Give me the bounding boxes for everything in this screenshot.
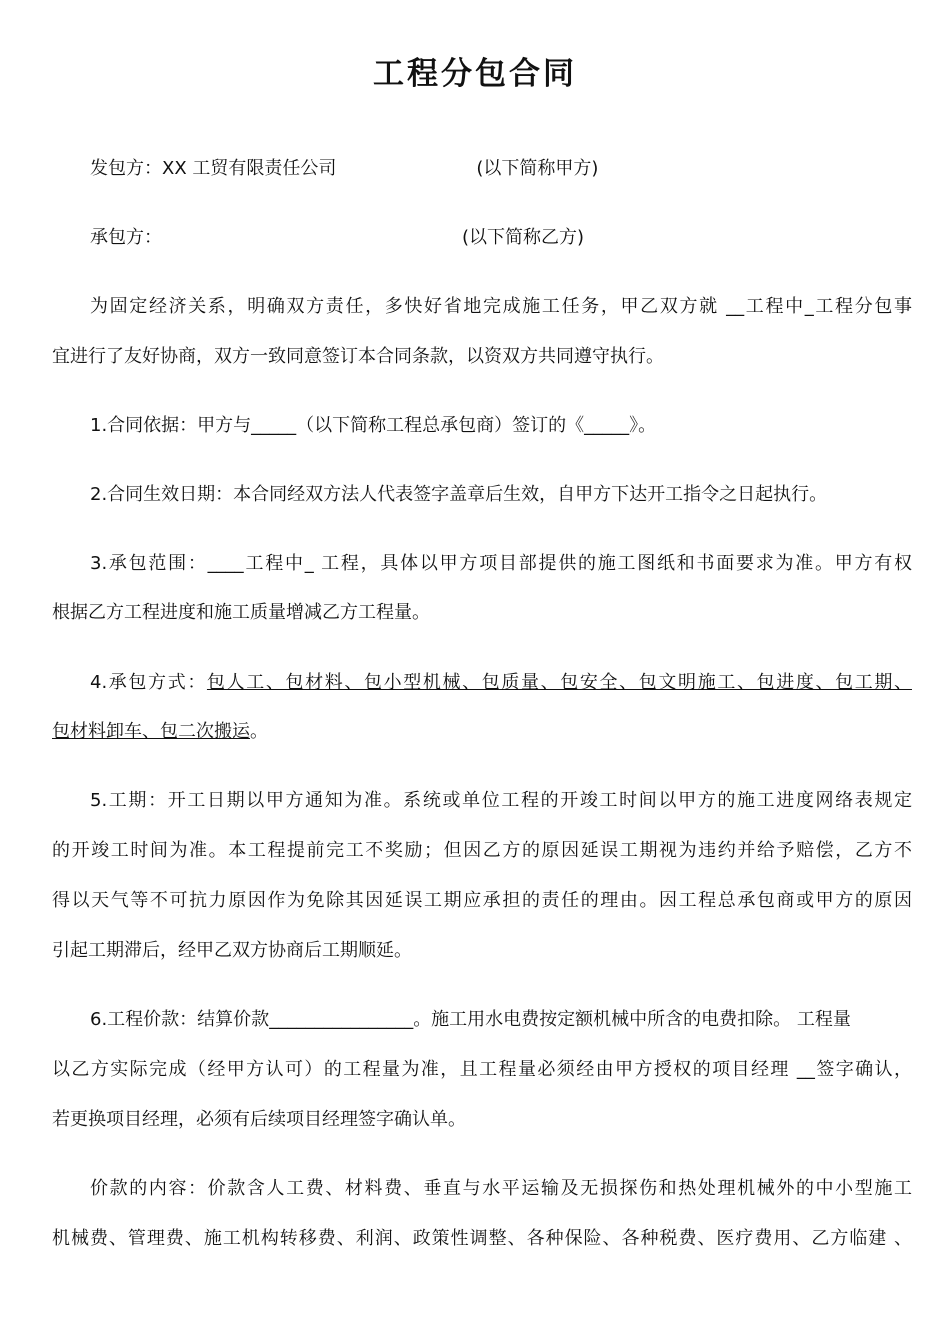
clause-4-methods-2: 包材料卸车、包二次搬运	[52, 721, 250, 742]
clause-6-rest: 。施工用水电费按定额机械中所含的电费扣除。 工程量	[413, 1009, 851, 1030]
clause-2-line-1: 2.合同生效日期：本合同经双方法人代表签字盖章后生效，自甲方下达开工指令之日起执行。	[90, 484, 828, 505]
clause-4-line-2	[52, 718, 912, 746]
clause-4-line-1	[52, 669, 912, 697]
clause-4-label: 4.承包方式：	[90, 672, 207, 693]
clause-1-line-1: 1.合同依据：甲方与_____（以下简称工程总承包商）签订的《_____》。	[90, 415, 657, 436]
clause-6-line-3: 若更换项目经理，必须有后续项目经理签字确认单。	[52, 1109, 466, 1130]
intro-line-1: 为固定经济关系，明确双方责任，多快好省地完成施工任务，甲乙双方就 __工程中_工程分包事	[90, 296, 912, 317]
party-b-label: 承包方：	[90, 227, 162, 248]
clause-4-methods-1: 包人工、包材料、包小型机械、包质量、包安全、包文明施工、包进度、包工期、	[206, 672, 912, 693]
party-a-name: XX 工贸有限责任公司	[162, 158, 337, 179]
party-b-alias: (以下简称乙方)	[462, 227, 585, 248]
intro-line-2: 宜进行了友好协商，双方一致同意签订本合同条款，以资双方共同遵守执行。	[52, 346, 664, 367]
document-title: 工程分包合同	[373, 56, 577, 92]
clause-5-line-4: 引起工期滞后，经甲乙双方协商后工期顺延。	[52, 940, 412, 961]
price-content-line-1: 价款的内容：价款含人工费、材料费、垂直与水平运输及无损探伤和热处理机械外的中小型施工	[90, 1178, 912, 1199]
clause-6-line-1	[52, 1006, 912, 1034]
clause-4-end: 。	[250, 721, 268, 742]
party-a-line	[52, 155, 912, 183]
party-b-line	[52, 224, 912, 252]
price-content-line-2: 机械费、管理费、施工机构转移费、利润、政策性调整、各种保险、各种税费、医疗费用、乙方临建 、	[52, 1228, 912, 1249]
clause-6-line-2: 以乙方实际完成（经甲方认可）的工程量为准，且工程量必须经由甲方授权的项目经理 __签字确认，	[52, 1059, 912, 1080]
clause-3-line-1: 3.承包范围：____工程中_ 工程，具体以甲方项目部提供的施工图纸和书面要求为准。甲方有权	[90, 553, 912, 574]
party-a-label: 发包方：	[90, 158, 162, 179]
clause-6-price-blank: ________________	[269, 1009, 414, 1030]
clause-5-line-3: 得以天气等不可抗力原因作为免除其因延误工期应承担的责任的理由。因工程总承包商或甲方的原因	[52, 890, 912, 911]
clause-5-line-2: 的开竣工时间为准。本工程提前完工不奖励；但因乙方的原因延误工期视为违约并给予赔偿，乙方不	[52, 840, 912, 861]
clause-3-line-2: 根据乙方工程进度和施工质量增减乙方工程量。	[52, 602, 430, 623]
clause-5-line-1: 5.工期：开工日期以甲方通知为准。系统或单位工程的开竣工时间以甲方的施工进度网络表规定	[90, 790, 912, 811]
party-a-alias: (以下简称甲方)	[476, 158, 599, 179]
clause-6-label: 6.工程价款：结算价款	[90, 1009, 270, 1030]
